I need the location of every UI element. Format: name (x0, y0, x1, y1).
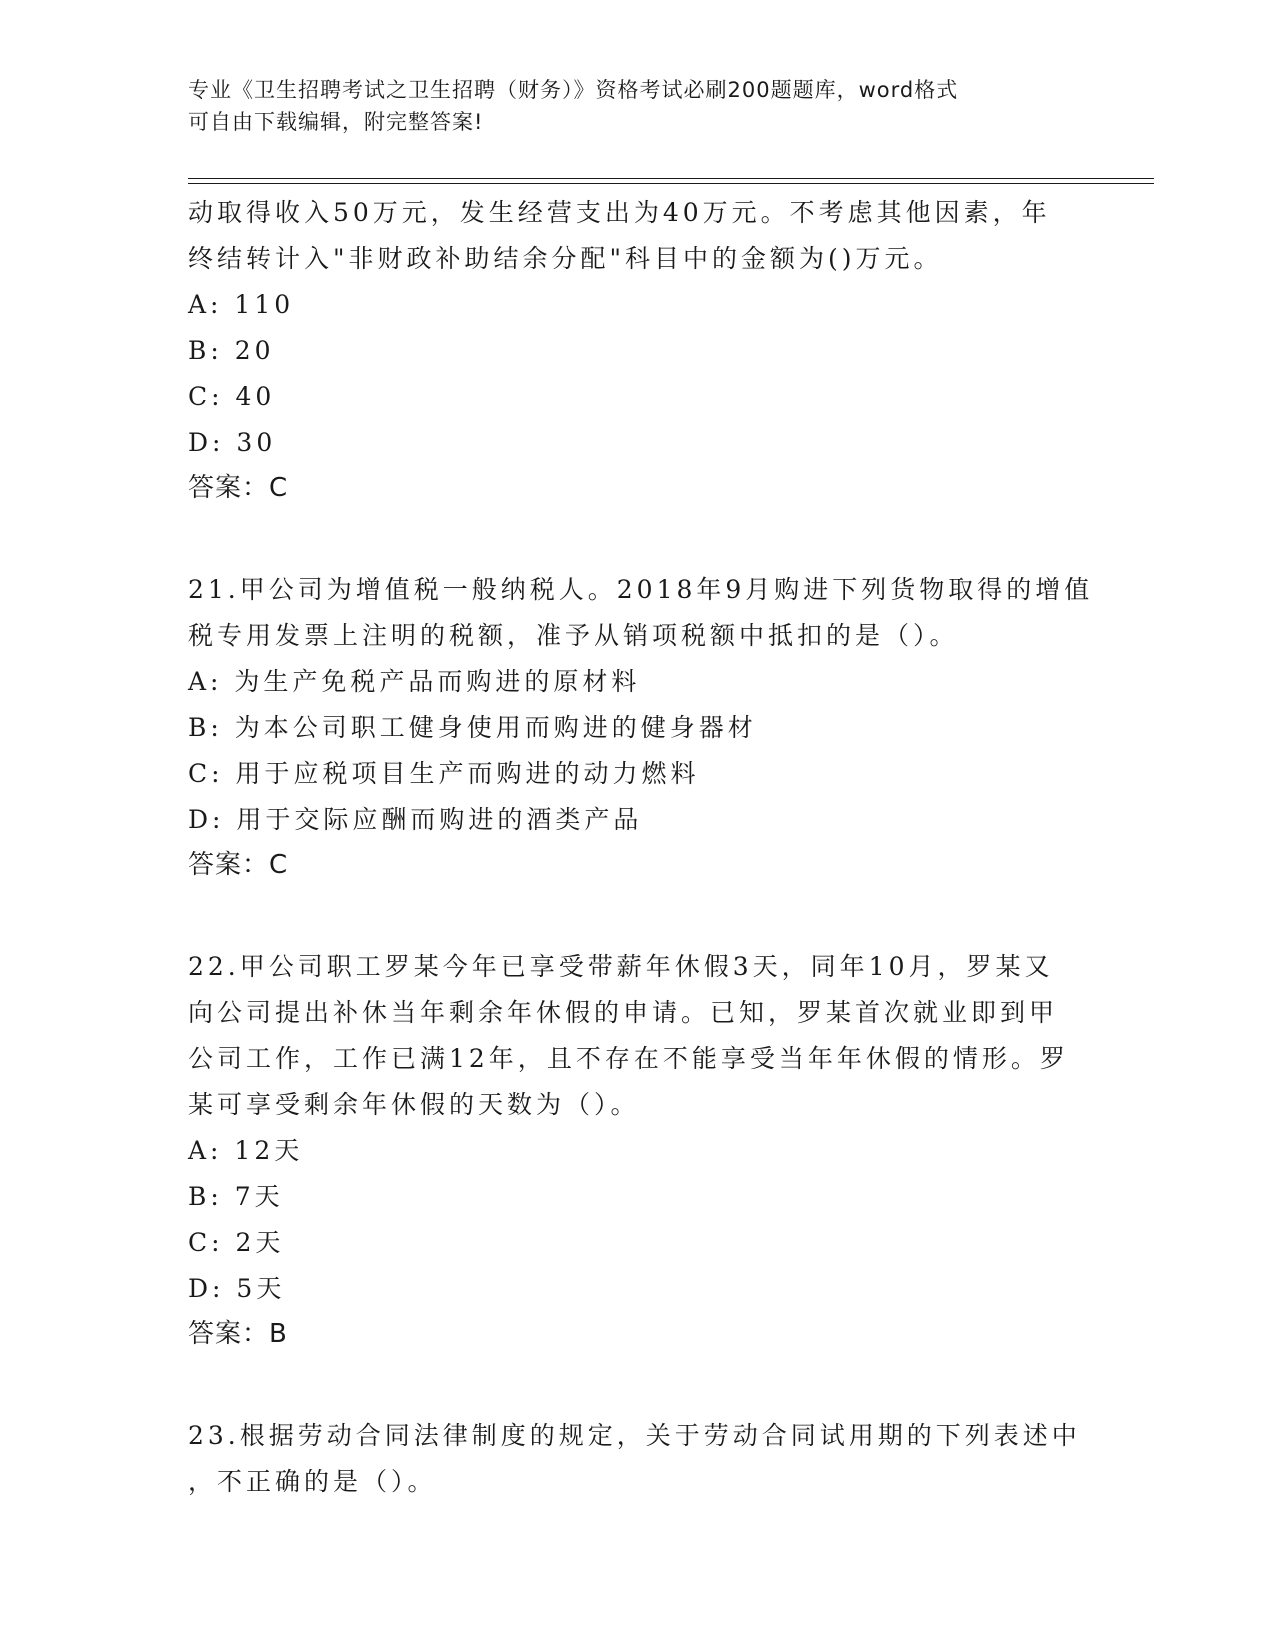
option-c: C: 2天 (188, 1228, 285, 1257)
question-stem-line: 公司工作，工作已满12年，且不存在不能享受当年年休假的情形。罗 (188, 1044, 1069, 1073)
option-c: C: 40 (188, 382, 276, 411)
option-d: D: 用于交际应酬而购进的酒类产品 (188, 805, 643, 834)
header-line-1: 专业《卫生招聘考试之卫生招聘（财务）》资格考试必刷200题题库，word格式 (188, 78, 959, 102)
question-block (188, 190, 1088, 510)
question-block (188, 567, 1094, 887)
question-block (188, 944, 1088, 1356)
option-a: A: 12天 (188, 1136, 304, 1165)
question-list (188, 190, 1094, 1505)
answer-line: 答案：C (188, 850, 289, 880)
option-d: D: 30 (188, 428, 277, 457)
option-a: A: 110 (188, 290, 295, 319)
question-stem-line: 21.甲公司为增值税一般纳税人。2018年9月购进下列货物取得的增值 (188, 575, 1094, 604)
header-divider-top (188, 178, 1154, 179)
answer-line: 答案：C (188, 473, 289, 503)
header-divider-bottom (188, 183, 1154, 184)
question-stem-line: 22.甲公司职工罗某今年已享受带薪年休假3天，同年10月，罗某又 (188, 952, 1054, 981)
question-stem-line: 向公司提出补休当年剩余年休假的申请。已知，罗某首次就业即到甲 (188, 998, 1059, 1027)
header-line-2: 可自由下载编辑，附完整答案! (188, 110, 484, 134)
option-b: B: 20 (188, 336, 275, 365)
option-d: D: 5天 (188, 1274, 286, 1303)
option-b: B: 7天 (188, 1182, 284, 1211)
question-stem-line: 税专用发票上注明的税额，准予从销项税额中抵扣的是（）。 (188, 621, 959, 650)
option-a: A: 为生产免税产品而购进的原材料 (188, 667, 641, 696)
question-stem-line: 某可享受剩余年休假的天数为（）。 (188, 1090, 640, 1119)
question-stem-line: 终结转计入"非财政补助结余分配"科目中的金额为()万元。 (188, 244, 943, 273)
option-b: B: 为本公司职工健身使用而购进的健身器材 (188, 713, 757, 742)
answer-line: 答案：B (188, 1319, 288, 1349)
question-stem-line: 动取得收入50万元，发生经营支出为40万元。不考虑其他因素，年 (188, 198, 1051, 227)
question-stem-line: 23.根据劳动合同法律制度的规定，关于劳动合同试用期的下列表述中 (188, 1421, 1081, 1450)
question-stem-line: ，不正确的是（）。 (188, 1467, 437, 1496)
question-block (188, 1413, 1088, 1505)
option-c: C: 用于应税项目生产而购进的动力燃料 (188, 759, 700, 788)
page-header (188, 74, 1088, 138)
